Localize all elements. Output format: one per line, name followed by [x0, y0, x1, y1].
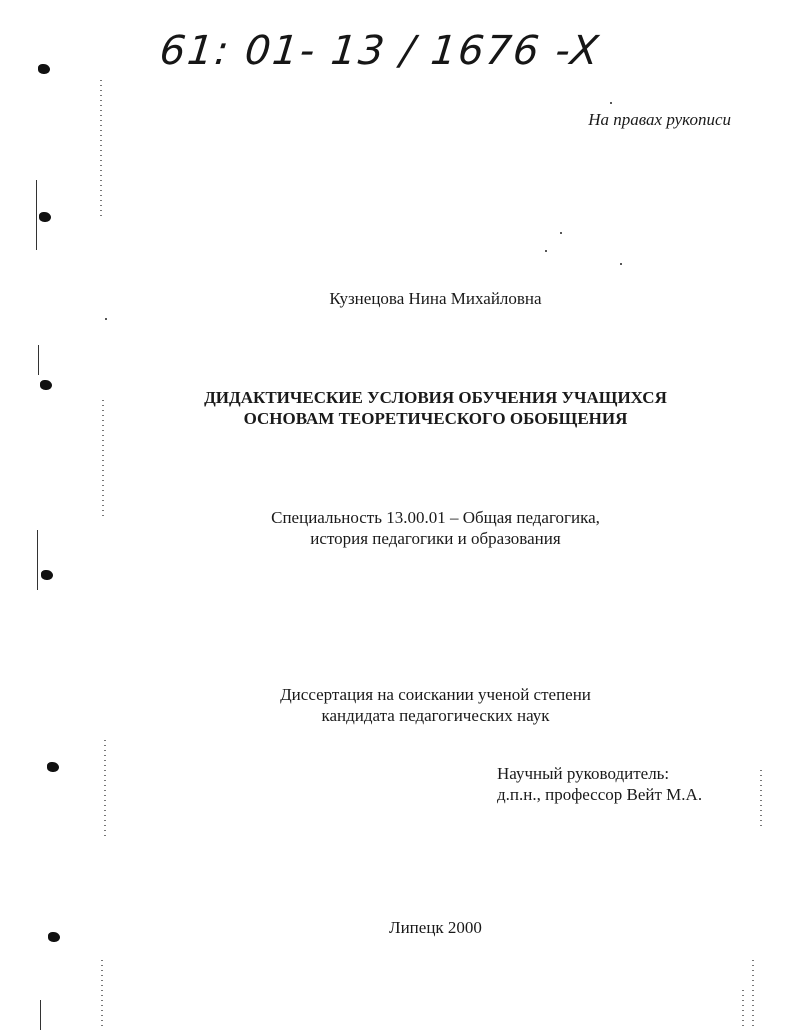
binding-hole-mark	[41, 570, 53, 580]
scan-speck	[620, 263, 622, 265]
supervisor-label: Научный руководитель:	[497, 764, 670, 783]
degree-line: Диссертация на соискании ученой степени	[280, 685, 591, 704]
scan-noise	[104, 740, 106, 840]
dissertation-title	[0, 387, 799, 429]
author-name: Кузнецова Нина Михайловна	[329, 289, 542, 308]
degree-statement	[0, 684, 799, 726]
title-line: ОСНОВАМ ТЕОРЕТИЧЕСКОГО ОБОБЩЕНИЯ	[243, 409, 628, 428]
degree-line: кандидата педагогических наук	[321, 706, 550, 725]
scan-speck	[105, 318, 107, 320]
scan-margin-line	[36, 180, 37, 250]
scan-noise	[100, 80, 102, 220]
specialty-line: история педагогики и образования	[310, 529, 561, 548]
scan-noise	[742, 990, 744, 1030]
specialty-line: Специальность 13.00.01 – Общая педагогика,	[271, 508, 600, 527]
scan-noise	[752, 960, 754, 1030]
rights-notice: На правах рукописи	[588, 110, 731, 129]
binding-hole-mark	[39, 212, 51, 222]
binding-hole-mark	[38, 64, 50, 74]
binding-hole-mark	[47, 762, 59, 772]
supervisor-name: д.п.н., профессор Вейт М.А.	[497, 785, 703, 804]
archive-code-handwritten: 61: 01- 13 / 1676 -X	[157, 28, 603, 74]
scan-noise	[760, 770, 762, 830]
scientific-supervisor	[497, 763, 702, 805]
scan-speck	[560, 232, 562, 234]
scan-margin-line	[38, 345, 39, 375]
scan-speck	[610, 102, 612, 104]
specialty	[0, 507, 799, 549]
scan-noise	[101, 960, 103, 1030]
scan-speck	[545, 250, 547, 252]
title-line: ДИДАКТИЧЕСКИЕ УСЛОВИЯ ОБУЧЕНИЯ УЧАЩИХСЯ	[204, 388, 667, 407]
city-year: Липецк 2000	[389, 918, 482, 937]
scan-margin-line	[40, 1000, 41, 1030]
